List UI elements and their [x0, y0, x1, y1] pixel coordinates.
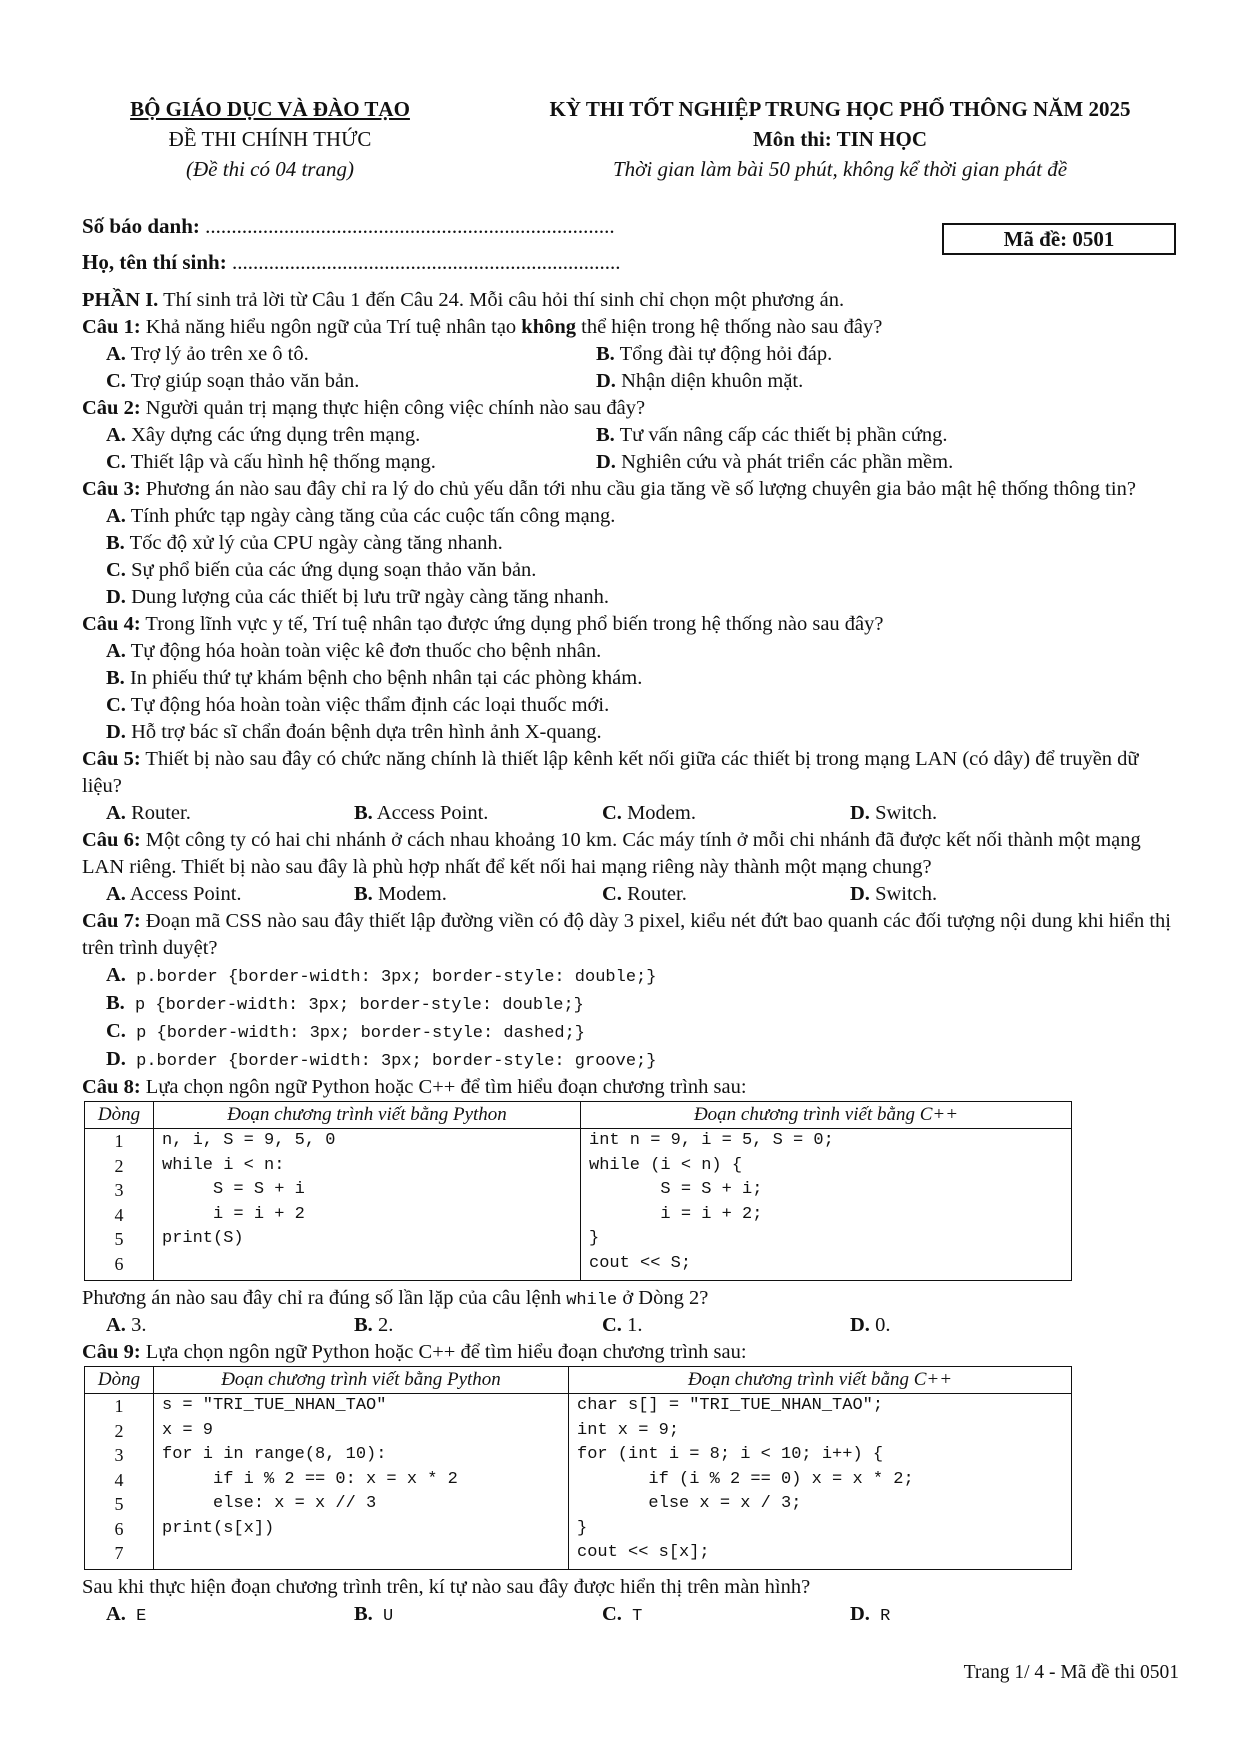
option-b: B. Modem.: [354, 883, 447, 905]
option-c: C. Modem.: [602, 802, 696, 824]
option-b: B. p {border-width: 3px; border-style: double;}: [106, 992, 584, 1015]
question-text: Lựa chọn ngôn ngữ Python hoặc C++ để tìm hiểu đoạn chương trình sau:: [140, 1076, 747, 1098]
question-text: Khả năng hiểu ngôn ngữ của Trí tuệ nhân tạo: [140, 316, 522, 338]
time-note: Thời gian làm bài 50 phút, không kể thời gian phát đề: [612, 157, 1068, 181]
option-d: D. Nhận diện khuôn mặt.: [596, 370, 804, 392]
question-6: [82, 827, 1172, 881]
question-9-prompt: Sau khi thực hiện đoạn chương trình trên, kí tự nào sau đây được hiển thị trên màn hình?: [82, 1576, 811, 1598]
question-8: [82, 1074, 1172, 1101]
options-row: [82, 800, 1172, 827]
exam-code-box: Mã đề: 0501: [942, 223, 1176, 255]
question-label: Câu 8:: [82, 1076, 141, 1098]
pages-note: (Đề thi có 04 trang): [186, 157, 354, 181]
question-text: Thiết bị nào sau đây có chức năng chính là thiết lập kênh kết nối giữa các thiết bị trong mạng LAN (có dây) để truyền dữ liệu?: [82, 748, 1139, 797]
question-text: thể hiện trong hệ thống nào sau đây?: [576, 316, 883, 338]
option-c: C. Sự phổ biến của các ứng dụng soạn thảo văn bản.: [106, 559, 537, 581]
options-row: [82, 1312, 1172, 1339]
part-text: Thí sinh trả lời từ Câu 1 đến Câu 24. Mỗi câu hỏi thí sinh chỉ chọn một phương án.: [158, 289, 845, 311]
options-row: [82, 1601, 1172, 1628]
question-label: Câu 2:: [82, 397, 141, 419]
option-c: C. 1.: [602, 1314, 643, 1336]
question-3: [82, 476, 1172, 503]
question-2: [82, 395, 1172, 422]
options-row: [82, 449, 1172, 476]
subject: Môn thi: TIN HỌC: [752, 127, 928, 151]
question-text: Lựa chọn ngôn ngữ Python hoặc C++ để tìm hiểu đoạn chương trình sau:: [140, 1341, 747, 1363]
question-text: Một công ty có hai chi nhánh ở cách nhau khoảng 10 km. Các máy tính ở mỗi chi nhánh đã được kết nối thành một mạng LAN riêng. Thiết bị nào sau đây là phù hợp nhất để kết nối hai mạng riêng này thành một mạng chung?: [82, 829, 1141, 878]
option-a: A. Trợ lý ảo trên xe ô tô.: [106, 343, 309, 365]
part-heading: [82, 287, 1172, 314]
option-d: D. Hỗ trợ bác sĩ chẩn đoán bệnh dựa trên hình ảnh X-quang.: [106, 721, 602, 743]
candidate-name-row: [82, 250, 620, 275]
question-text: Người quản trị mạng thực hiện công việc chính nào sau đây?: [140, 397, 646, 419]
exam-body: [82, 287, 1172, 1628]
question-4: [82, 611, 1172, 638]
question-label: Câu 1:: [82, 316, 141, 338]
column-header-line: Dòng: [85, 1102, 154, 1129]
options-row: [82, 368, 1172, 395]
candidate-name-field: ..........................................................................: [226, 250, 621, 274]
question-text: Phương án nào sau đây chỉ ra lý do chủ yếu dẫn tới nhu cầu gia tăng về số lượng chuyên gia bảo mật hệ thống thông tin?: [140, 478, 1136, 500]
question-9: [82, 1339, 1172, 1366]
question-text: Trong lĩnh vực y tế, Trí tuệ nhân tạo được ứng dụng phổ biến trong hệ thống nào sau đây?: [140, 613, 884, 635]
option-d: D. 0.: [850, 1314, 891, 1336]
option-d: D. R: [850, 1603, 891, 1626]
option-d: D. Switch.: [850, 883, 938, 905]
python-code: n, i, S = 9, 5, 0 while i < n: S = S + i i = i + 2 print(S): [154, 1129, 581, 1281]
option-c: C. Trợ giúp soạn thảo văn bản.: [106, 370, 360, 392]
option-b: B. In phiếu thứ tự khám bệnh cho bệnh nhân tại các phòng khám.: [106, 667, 643, 689]
column-header-cpp: Đoạn chương trình viết bằng C++: [569, 1367, 1072, 1394]
line-numbers: 1 2 3 4 5 6 7: [85, 1394, 154, 1570]
question-label: Câu 9:: [82, 1341, 141, 1363]
option-d: D. Dung lượng của các thiết bị lưu trữ ngày càng tăng nhanh.: [106, 586, 610, 608]
option-a: A. Tính phức tạp ngày càng tăng của các cuộc tấn công mạng.: [106, 505, 616, 527]
options-row: [82, 341, 1172, 368]
option-a: A. 3.: [106, 1314, 147, 1336]
question-label: Câu 4:: [82, 613, 141, 635]
question-5: [82, 746, 1172, 800]
option-c: C. p {border-width: 3px; border-style: dashed;}: [106, 1020, 586, 1043]
options-row: [82, 422, 1172, 449]
option-a: A. p.border {border-width: 3px; border-style: double;}: [106, 964, 657, 987]
question-text: Đoạn mã CSS nào sau đây thiết lập đường viền có độ dày 3 pixel, kiểu nét đứt bao quanh các đối tượng nội dung khi hiển thị trên trình duyệt?: [82, 910, 1171, 959]
option-c: C. Tự động hóa hoàn toàn việc thẩm định các loại thuốc mới.: [106, 694, 610, 716]
cpp-code: char s[] = "TRI_TUE_NHAN_TAO"; int x = 9; for (int i = 8; i < 10; i++) { if (i % 2 == 0) x = x * 2; else x = x / 3; } cout << s[x];: [569, 1394, 1072, 1570]
page-footer: Trang 1/ 4 - Mã đề thi 0501: [963, 1662, 1179, 1683]
cpp-code: int n = 9, i = 5, S = 0; while (i < n) { S = S + i; i = i + 2; } cout << S;: [581, 1129, 1072, 1281]
question-1: [82, 314, 1172, 341]
column-header-line: Dòng: [85, 1367, 154, 1394]
question-label: Câu 7:: [82, 910, 141, 932]
option-d: D. Switch.: [850, 802, 938, 824]
exam-title: KỲ THI TỐT NGHIỆP TRUNG HỌC PHỔ THÔNG NĂM 2025: [549, 97, 1131, 121]
option-b: B. Tổng đài tự động hỏi đáp.: [596, 343, 833, 365]
option-b: B. U: [354, 1603, 394, 1626]
line-numbers: 1 2 3 4 5 6: [85, 1129, 154, 1281]
column-header-cpp: Đoạn chương trình viết bằng C++: [581, 1102, 1072, 1129]
option-c: C. Thiết lập và cấu hình hệ thống mạng.: [106, 451, 436, 473]
candidate-name-label: Họ, tên thí sinh:: [82, 250, 227, 274]
option-a: A. Access Point.: [106, 883, 242, 905]
option-a: A. Tự động hóa hoàn toàn việc kê đơn thuốc cho bệnh nhân.: [106, 640, 602, 662]
option-b: B. Tư vấn nâng cấp các thiết bị phần cứng.: [596, 424, 948, 446]
header-left: [80, 94, 460, 184]
official-label: ĐỀ THI CHÍNH THỨC: [168, 127, 372, 151]
question-7: [82, 908, 1172, 962]
option-c: C. T: [602, 1603, 643, 1626]
option-a: A. E: [106, 1603, 147, 1626]
question-label: Câu 5:: [82, 748, 141, 770]
option-a: A. Router.: [106, 802, 191, 824]
option-a: A. Xây dựng các ứng dụng trên mạng.: [106, 424, 421, 446]
candidate-number-label: Số báo danh:: [82, 214, 200, 238]
option-c: C. Router.: [602, 883, 687, 905]
question-8-prompt: Phương án nào sau đây chỉ ra đúng số lần lặp của câu lệnh while ở Dòng 2?: [82, 1287, 709, 1310]
option-b: B. 2.: [354, 1314, 394, 1336]
header-right: [490, 94, 1190, 184]
code-table: [84, 1366, 1072, 1570]
candidate-number-row: [82, 214, 615, 239]
question-emphasis: không: [521, 316, 577, 338]
question-label: Câu 6:: [82, 829, 141, 851]
option-d: D. p.border {border-width: 3px; border-style: groove;}: [106, 1048, 657, 1071]
option-b: B. Access Point.: [354, 802, 489, 824]
part-label: PHẦN I.: [82, 289, 159, 311]
option-b: B. Tốc độ xử lý của CPU ngày càng tăng nhanh.: [106, 532, 503, 554]
code-table: [84, 1101, 1072, 1281]
column-header-python: Đoạn chương trình viết bằng Python: [154, 1367, 569, 1394]
option-d: D. Nghiên cứu và phát triển các phần mềm.: [596, 451, 954, 473]
ministry-name: BỘ GIÁO DỤC VÀ ĐÀO TẠO: [130, 97, 410, 121]
question-label: Câu 3:: [82, 478, 141, 500]
column-header-python: Đoạn chương trình viết bằng Python: [154, 1102, 581, 1129]
python-code: s = "TRI_TUE_NHAN_TAO" x = 9 for i in range(8, 10): if i % 2 == 0: x = x * 2 else: x = x // 3 print(s[x]): [154, 1394, 569, 1570]
candidate-number-field: ..............................................................................: [199, 214, 615, 238]
options-row: [82, 881, 1172, 908]
